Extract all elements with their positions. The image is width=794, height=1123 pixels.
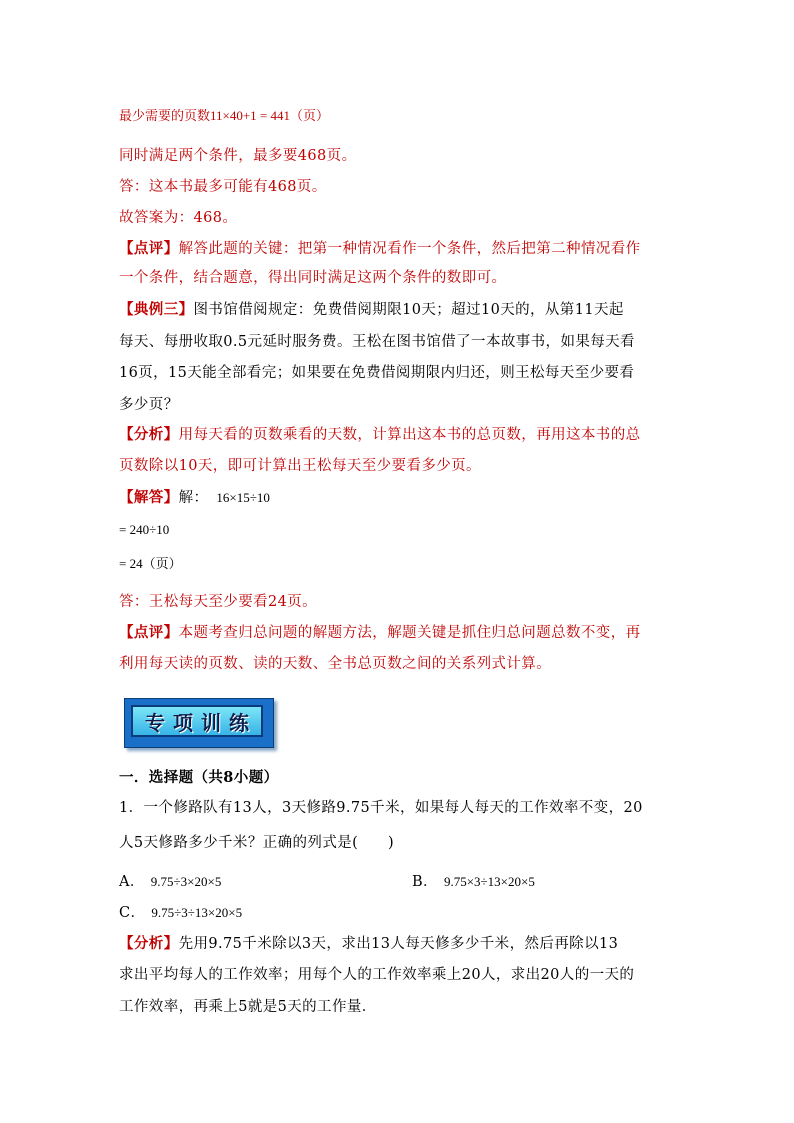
- comment-block-2: 【点评】本题考查归总问题的解题方法，解题关键是抓住归总问题总数不变，再: [119, 624, 641, 641]
- solution-line-2: 同时满足两个条件，最多要468页。: [119, 148, 357, 164]
- answer-line: 答：这本书最多可能有468页。: [119, 179, 327, 195]
- answer-block: 【解答】解： 16×15÷10: [119, 489, 270, 506]
- comment-block-1: 【点评】解答此题的关键：把第一种情况看作一个条件，然后把第二种情况看作: [119, 240, 641, 257]
- question-1-line-2: 人5天修路多少千米？正确的列式是( ): [119, 835, 395, 851]
- calc-step-2: = 240÷10: [119, 522, 170, 537]
- example3-line-1: 【典例三】图书馆借阅规定：免费借阅期限10天；超过10天的，从第11天起: [119, 301, 624, 318]
- section-banner: [124, 698, 272, 746]
- calc-step-3: = 24（页）: [119, 556, 182, 571]
- example-tag: 【典例三】: [119, 301, 194, 318]
- banner-inner: [131, 705, 263, 737]
- analysis-block-cont: 页数除以10天，即可计算出王松每天至少要看多少页。: [119, 458, 481, 474]
- comment-tag: 【点评】: [119, 240, 179, 257]
- option-c: C． 9.75÷3÷13×20×5: [119, 905, 243, 921]
- analysis-tag: 【分析】: [119, 426, 179, 443]
- answer-tag: 【解答】: [119, 489, 179, 506]
- section-heading: 一．选择题（共8小题）: [119, 769, 279, 786]
- example3-line-2: 每天、每册收取0.5元延时服务费。王松在图书馆借了一本故事书，如果每天看: [119, 334, 635, 350]
- option-row-ab: [119, 872, 679, 892]
- comment-tag: 【点评】: [119, 624, 179, 641]
- example3-line-3: 16页，15天能全部看完；如果要在免费借阅期限内归还，则王松每天至少要看: [119, 365, 635, 381]
- solution-line-1: 最少需要的页数11×40+1 = 441（页）: [119, 108, 330, 123]
- analysis-block: 【分析】用每天看的页数乘看的天数，计算出这本书的总页数，再用这本书的总: [119, 426, 641, 443]
- question-1-line-1: 1．一个修路队有13人，3天修路9.75千米，如果每人每天的工作效率不变，20: [119, 800, 643, 816]
- option-b: B． 9.75×3÷13×20×5: [412, 874, 535, 890]
- comment-block-2-cont: 利用每天读的页数、读的天数、全书总页数之间的关系列式计算。: [119, 656, 552, 672]
- answer-summary: 故答案为：468。: [119, 210, 238, 226]
- analysis-tag: 【分析】: [119, 935, 179, 952]
- analysis-q1-cont-2: 工作效率，再乘上5就是5天的工作量．: [119, 999, 377, 1015]
- comment-block-1-cont: 一个条件，结合题意，得出同时满足这两个条件的数即可。: [119, 270, 507, 286]
- analysis-q1-cont-1: 求出平均每人的工作效率；用每个人的工作效率乘上20人，求出20人的一天的: [119, 967, 635, 983]
- calc-step-1: 16×15÷10: [216, 490, 270, 505]
- banner-title: 专项训练: [145, 710, 257, 735]
- example3-line-4: 多少页？: [119, 397, 179, 413]
- final-answer: 答：王松每天至少要看24页。: [119, 594, 318, 610]
- option-a: A． 9.75÷3×20×5: [119, 874, 222, 890]
- analysis-q1: 【分析】先用9.75千米除以3天，求出13人每天修多少千米，然后再除以13: [119, 935, 619, 952]
